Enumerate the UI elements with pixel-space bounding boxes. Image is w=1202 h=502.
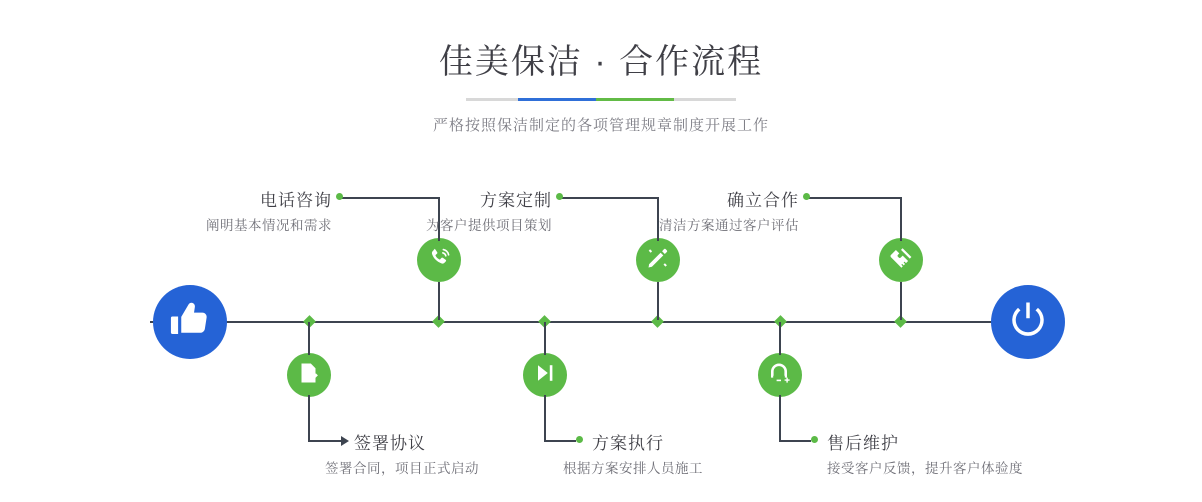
step-desc-3: 为客户提供项目策划 [426, 218, 552, 233]
document-edit-icon [297, 361, 321, 390]
step-connector-6-terminator [811, 436, 818, 443]
step-node-5 [879, 238, 923, 282]
step-desc-4: 根据方案安排人员施工 [563, 461, 703, 476]
step-connector-2-arrow [341, 436, 349, 446]
step-node-1 [417, 238, 461, 282]
step-connector-3-terminator [556, 193, 563, 200]
divider-green-segment [596, 98, 674, 101]
page-title: 佳美保洁 · 合作流程 [438, 43, 764, 81]
handshake-icon [889, 246, 913, 275]
step-desc-6: 接受客户反馈，提升客户体验度 [827, 461, 1023, 476]
step-connector-1-terminator [336, 193, 343, 200]
step-desc-1: 阐明基本情况和需求 [206, 218, 332, 233]
divider-blue-segment [518, 98, 596, 101]
step-stem-2 [308, 322, 310, 355]
step-stem-6 [779, 322, 781, 355]
step-title-5: 确立合作 [727, 191, 799, 210]
step-title-4: 方案执行 [592, 434, 664, 453]
step-stem-1 [438, 282, 440, 320]
step-node-2 [287, 353, 331, 397]
flow-start-node [153, 285, 227, 359]
step-connector-6-horizontal [779, 440, 811, 442]
power-icon [1007, 299, 1049, 346]
step-stem-5 [900, 282, 902, 320]
phone-call-icon [427, 246, 451, 275]
step-connector-5-terminator [803, 193, 810, 200]
page-subtitle: 严格按照保洁制定的各项管理规章制度开展工作 [432, 117, 769, 134]
step-connector-6-vertical [779, 395, 781, 442]
title-divider [466, 98, 736, 101]
step-connector-5-horizontal [807, 197, 900, 199]
headset-support-icon [768, 361, 792, 390]
step-stem-4 [544, 322, 546, 355]
step-title-3: 方案定制 [480, 191, 552, 210]
step-desc-2: 签署合同，项目正式启动 [325, 461, 479, 476]
step-connector-5-vertical [900, 197, 902, 241]
step-stem-3 [657, 282, 659, 320]
process-flow-diagram [0, 150, 1202, 502]
step-connector-4-vertical [544, 395, 546, 442]
step-connector-2-vertical [308, 395, 310, 442]
step-connector-4-terminator [576, 436, 583, 443]
step-node-4 [523, 353, 567, 397]
flow-end-node [991, 285, 1065, 359]
page-header [0, 0, 1202, 135]
step-title-6: 售后维护 [827, 434, 899, 453]
step-title-2: 签署协议 [354, 434, 426, 453]
step-title-1: 电话咨询 [260, 191, 332, 210]
thumbs-up-icon [169, 299, 211, 346]
step-connector-2-horizontal [308, 440, 342, 442]
step-connector-4-horizontal [544, 440, 576, 442]
flow-axis [150, 321, 1054, 323]
step-node-3 [636, 238, 680, 282]
play-forward-icon [533, 361, 557, 390]
step-node-6 [758, 353, 802, 397]
pencil-ruler-icon [646, 246, 670, 275]
step-desc-5: 清洁方案通过客户评估 [659, 218, 799, 233]
